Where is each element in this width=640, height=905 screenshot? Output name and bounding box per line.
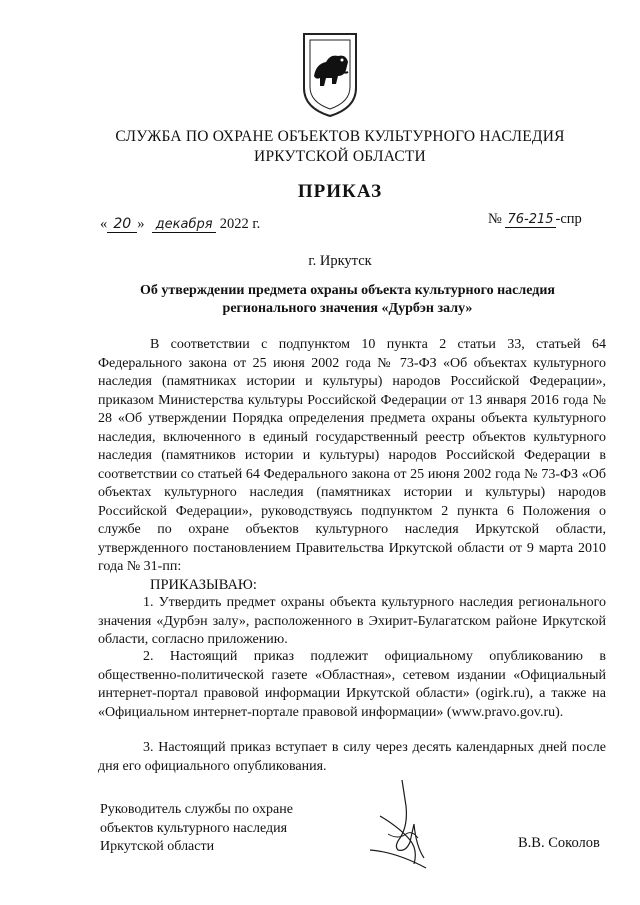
org-name-line2: ИРКУТСКОЙ ОБЛАСТИ (254, 148, 426, 165)
number-prefix: № (488, 211, 502, 227)
document-subject (110, 282, 585, 318)
position-line3: Иркутской области (100, 839, 215, 854)
signatory-position (100, 801, 330, 857)
document-title: ПРИКАЗ (297, 181, 383, 202)
subject-line2: регионального значения «Дурбэн залу» (222, 301, 473, 316)
position-line2: объектов культурного наследия (100, 820, 288, 836)
org-name-line1: СЛУЖБА ПО ОХРАНЕ ОБЪЕКТОВ КУЛЬТУРНОГО НАСЛЕДИЯ (115, 128, 565, 145)
city: г. Иркутск (308, 253, 372, 269)
number-value: 76-215 (507, 212, 554, 227)
preamble-paragraph: В соответствии с подпунктом 10 пункта 2 статьи 33, статьей 64 Федерального закона от 25 июня 2002 года № 73-ФЗ «Об объектах культурного наследия (памятниках истории и культуры) народов Российской Федерации», приказом Министерства культуры Российской Федерации от 13 января 2016 года № 28 «Об утверждении Порядка определения предмета охраны объекта культурного наследия, включенного в единый государственный реестр объектов культурного наследия (памятников истории и культуры) народов Российской Федерации в соответствии со статьей 64 Федерального закона от 25 июня 2002 года № 73-ФЗ «Об объектах культурного наследия (памятниках истории и культуры) народов Российской Федерации», руководствуясь подпунктом 2 пункта 6 Положения о службе по охране объектов культурного наследия Иркутской области, утвержденного постановлением Правительства Иркутской области от 9 марта 2010 года № 31-пп: (98, 337, 606, 574)
number-suffix: -спр (555, 211, 582, 227)
date-close-quote: » (137, 216, 145, 232)
order-item-2: 2. Настоящий приказ подлежит официальному опубликованию в общественно-политической газете «Областная», сетевом издании «Официальный интернет-портал правовой информации Иркутской области» (ogirk.ru), а также на «Официальном интернет-портале правовой информации» (www.pravo.gov.ru). (98, 649, 606, 720)
date-open-quote: « (100, 216, 108, 232)
order-item-1: 1. Утвердить предмет охраны объекта культурного наследия регионального значения «Дурбэн залу», расположенного в Эхирит-Булагатском районе Иркутской области, согласно приложению. (98, 595, 606, 647)
signatory-name: В.В. Соколов (518, 835, 600, 851)
order-item-3: 3. Настоящий приказ вступает в силу через десять календарных дней после дня его официального опубликования. (98, 740, 606, 774)
document-date (100, 216, 260, 233)
date-year: 2022 г. (219, 216, 261, 232)
document-number (488, 211, 582, 228)
date-day: 20 (107, 216, 137, 233)
position-line1: Руководитель службы по охране (100, 802, 293, 817)
handwritten-signature (340, 776, 460, 876)
subject-line1: Об утверждении предмета охраны объекта культурного наследия (140, 283, 555, 298)
coat-of-arms-emblem (300, 30, 360, 120)
date-month: декабря (152, 217, 216, 233)
order-word: ПРИКАЗЫВАЮ: (150, 577, 257, 593)
